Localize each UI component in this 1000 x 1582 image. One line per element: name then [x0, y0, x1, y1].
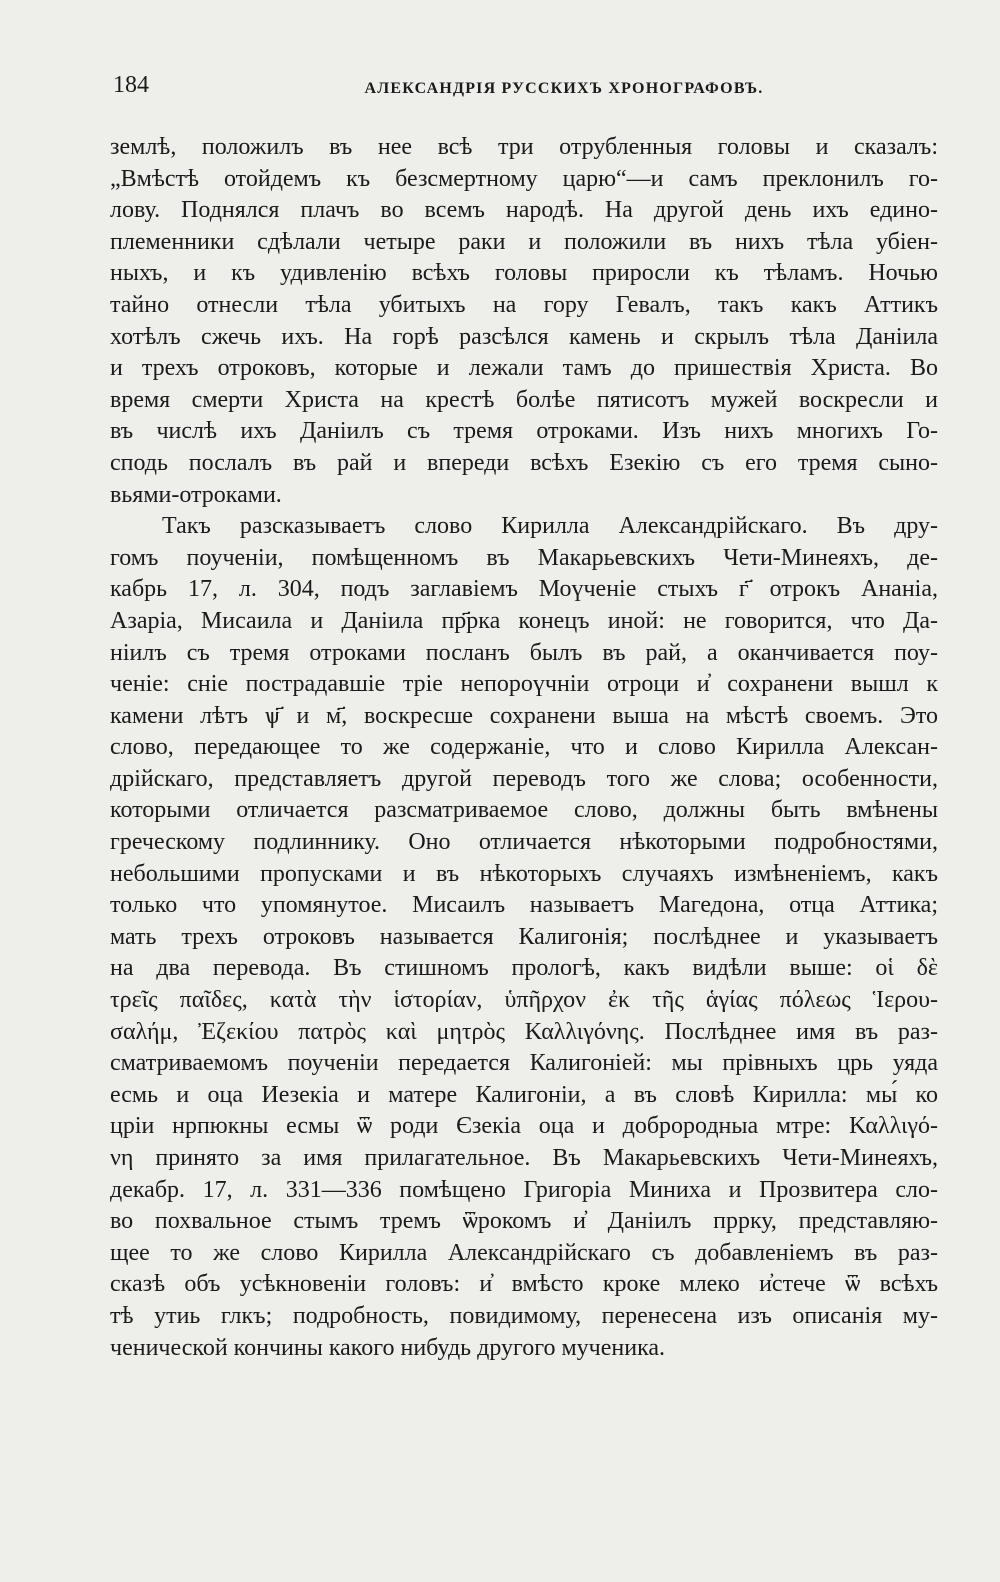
text-line: ніилъ съ тремя отроками посланъ былъ въ рай, а оканчивается поу- — [110, 639, 938, 666]
text-line: тѣ утиь глкъ; подробность, повидимому, перенесена изъ описанія му- — [110, 1302, 938, 1329]
text-line: на два перевода. Въ стишномъ прологѣ, какъ видѣли выше: οἱ δὲ — [110, 955, 938, 982]
text-line: камени лѣтъ ѱ҃ и м҃, воскресше сохранени выша на мѣстѣ своемъ. Это — [110, 702, 938, 729]
text-line: и трехъ отроковъ, которые и лежали тамъ до пришествія Христа. Во — [110, 355, 938, 382]
text-line: лову. Поднялся плачъ во всемъ народѣ. На другой день ихъ едино- — [110, 197, 938, 224]
text-line: небольшими пропусками и въ нѣкоторыхъ случаяхъ измѣненіемъ, какъ — [110, 860, 938, 887]
text-line: σαλήμ, Ἐζεκίου πατρὸς καὶ μητρὸς Καλλιγόνης. Послѣднее имя въ раз- — [110, 1018, 938, 1045]
body-text — [110, 132, 938, 1364]
text-line: сказѣ объ усѣкновеніи головъ: и҆ вмѣсто кроке млеко и҆стече ѿ всѣхъ — [110, 1271, 938, 1298]
text-line: декабр. 17, л. 331—336 помѣщено Григоріа Миниха и Прозвитера сло- — [110, 1176, 938, 1203]
text-line: ныхъ, и къ удивленію всѣхъ головы приросли къ тѣламъ. Ночью — [110, 260, 938, 287]
text-line: землѣ, положилъ въ нее всѣ три отрубленныя головы и сказалъ: — [110, 134, 938, 160]
text-line: ченіе: сніе пострадавшіе тріе непороүчніи отроци и҆ сохранени вышл к — [110, 671, 938, 698]
text-line: ченической кончины какого нибудь другого мученика. — [110, 1334, 666, 1361]
text-line: только что упомянутое. Мисаилъ называетъ Магедона, отца Аттика; — [110, 892, 938, 919]
text-line: цріи нрпюкны есмы ѿ роди Єзекіа оца и доброродныа мтре: Καλλιγό- — [110, 1113, 938, 1140]
text-line: „Вмѣстѣ отойдемъ къ безсмертному царю“—и самъ преклонилъ го- — [110, 165, 938, 192]
text-line: тайно отнесли тѣла убитыхъ на гору Гевалъ, такъ какъ Аттикъ — [110, 291, 938, 318]
text-line: кабрь 17, л. 304, подъ заглавіемъ Моүченіе стыхъ г҃ отрокъ Ананіа, — [110, 576, 938, 603]
text-line: Такъ разсказываетъ слово Кирилла Александрійскаго. Въ дру- — [162, 513, 938, 540]
text-line: есмь и оца Иезекіа и матере Калигоніи, а въ словѣ Кирилла: мы́ ко — [110, 1081, 938, 1108]
text-line: мать трехъ отроковъ называется Калигонія; послѣднее и указываетъ — [110, 923, 938, 950]
text-line: греческому подлиннику. Оно отличается нѣкоторыми подробностями, — [110, 829, 938, 856]
text-line: вьями-отроками. — [110, 481, 282, 508]
text-line: слово, передающее то же содержаніе, что и слово Кирилла Алексан- — [110, 734, 938, 761]
text-line: гомъ поученіи, помѣщенномъ въ Макарьевскихъ Чети-Минеяхъ, де- — [110, 544, 938, 571]
running-head — [110, 70, 938, 110]
text-line: νη принято за имя прилагательное. Въ Макарьевскихъ Чети-Минеяхъ, — [110, 1145, 938, 1171]
text-line: Азаріа, Мисаила и Даніила пр҃рка конецъ иной: не говорится, что Да- — [110, 607, 938, 634]
text-line: хотѣлъ сжечь ихъ. На горѣ разсѣлся камень и скрылъ тѣла Даніила — [110, 323, 938, 350]
text-line: въ числѣ ихъ Даніилъ съ тремя отроками. Изъ нихъ многихъ Го- — [110, 418, 938, 445]
text-line: время смерти Христа на крестѣ болѣе пятисотъ мужей воскресли и — [110, 386, 938, 413]
text-line: щее то же слово Кирилла Александрійскаго съ добавленіемъ въ раз- — [110, 1239, 938, 1266]
text-line: во похвальное стымъ тремъ ѿрокомъ и҆ Даніилъ пррку, представляю- — [110, 1208, 938, 1235]
text-line: дрійскаго, представляетъ другой переводъ того же слова; особенности, — [110, 765, 938, 792]
text-line: сподь послалъ въ рай и впереди всѣхъ Езекію съ его тремя сыно- — [110, 449, 938, 476]
text-line: которыми отличается разсматриваемое слово, должны быть вмѣнены — [110, 797, 938, 824]
text-line: τρεῖς παῖδες, κατὰ τὴν ἱστορίαν, ὑπῆρχον ἐκ τῆς ἁγίας πόλεως Ἱερου- — [110, 987, 938, 1014]
running-title: АЛЕКСАНДРІЯ РУССКИХЪ ХРОНОГРАФОВЪ. — [364, 80, 764, 97]
page-number: 184 — [113, 72, 149, 98]
text-line: сматриваемомъ поученіи передается Калигоніей: мы прівныхъ црь уяда — [110, 1050, 938, 1077]
text-line: племенники сдѣлали четыре раки и положили въ нихъ тѣла убіен- — [110, 228, 938, 255]
